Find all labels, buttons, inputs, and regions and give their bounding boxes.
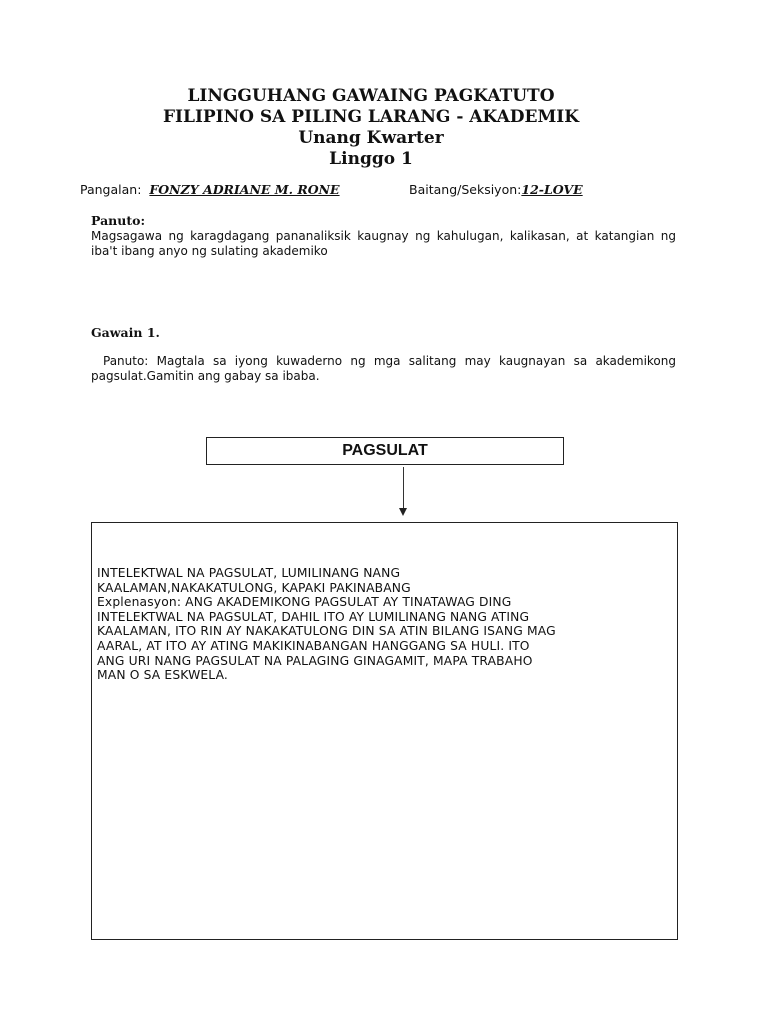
answer-line: MAN O SA ESKWELA. bbox=[97, 668, 228, 683]
section-label: Baitang/Seksiyon: bbox=[409, 182, 522, 197]
title-line-1: LINGGUHANG GAWAING PAGKATUTO bbox=[187, 86, 555, 106]
answer-line: INTELEKTWAL NA PAGSULAT, LUMILINANG NANG bbox=[97, 566, 401, 580]
activity-instruction: Panuto: Magtala sa iyong kuwaderno ng mga salitang may kaugnayan sa akademikong pagsulat.Gamitin ang gabay sa ibaba. bbox=[91, 354, 676, 383]
name-value: FONZY ADRIANE M. RONE bbox=[149, 182, 340, 197]
diagram-topic-box: PAGSULAT bbox=[206, 437, 564, 465]
arrow-down-icon bbox=[399, 508, 407, 516]
title-line-2: FILIPINO SA PILING LARANG - AKADEMIK bbox=[162, 107, 580, 127]
document-header bbox=[0, 86, 742, 170]
answer-line: INTELEKTWAL NA PAGSULAT, DAHIL ITO AY LUMILINANG NANG ATING bbox=[97, 609, 530, 624]
diagram-arrow-line bbox=[403, 467, 404, 510]
answer-line: KAALAMAN,NAKAKATULONG, KAPAKI PAKINABANG bbox=[97, 580, 411, 595]
name-field bbox=[80, 182, 340, 197]
answer-line: Explenasyon: ANG AKADEMIKONG PAGSULAT AY TINATAWAG DING bbox=[97, 595, 512, 610]
activity-label: Gawain 1. bbox=[91, 325, 160, 340]
answer-text bbox=[97, 566, 667, 683]
answer-line: KAALAMAN, ITO RIN AY NAKAKATULONG DIN SA ATIN BILANG ISANG MAG bbox=[97, 624, 556, 639]
title-line-3: Unang Kwarter bbox=[298, 128, 444, 148]
name-label: Pangalan: bbox=[80, 182, 142, 197]
section-value: 12-LOVE bbox=[521, 182, 583, 197]
section-field bbox=[409, 182, 583, 197]
title-line-4: Linggo 1 bbox=[329, 149, 413, 169]
instructions-text: Magsagawa ng karagdagang pananaliksik kaugnay ng kahulugan, kalikasan, at katangian ng iba't ibang anyo ng sulating akademiko bbox=[91, 229, 676, 258]
answer-line: AARAL, AT ITO AY ATING MAKIKINABANGAN HANGGANG SA HULI. ITO bbox=[97, 638, 530, 653]
instructions-label: Panuto: bbox=[91, 213, 146, 228]
answer-line: ANG URI NANG PAGSULAT NA PALAGING GINAGAMIT, MAPA TRABAHO bbox=[97, 653, 533, 668]
